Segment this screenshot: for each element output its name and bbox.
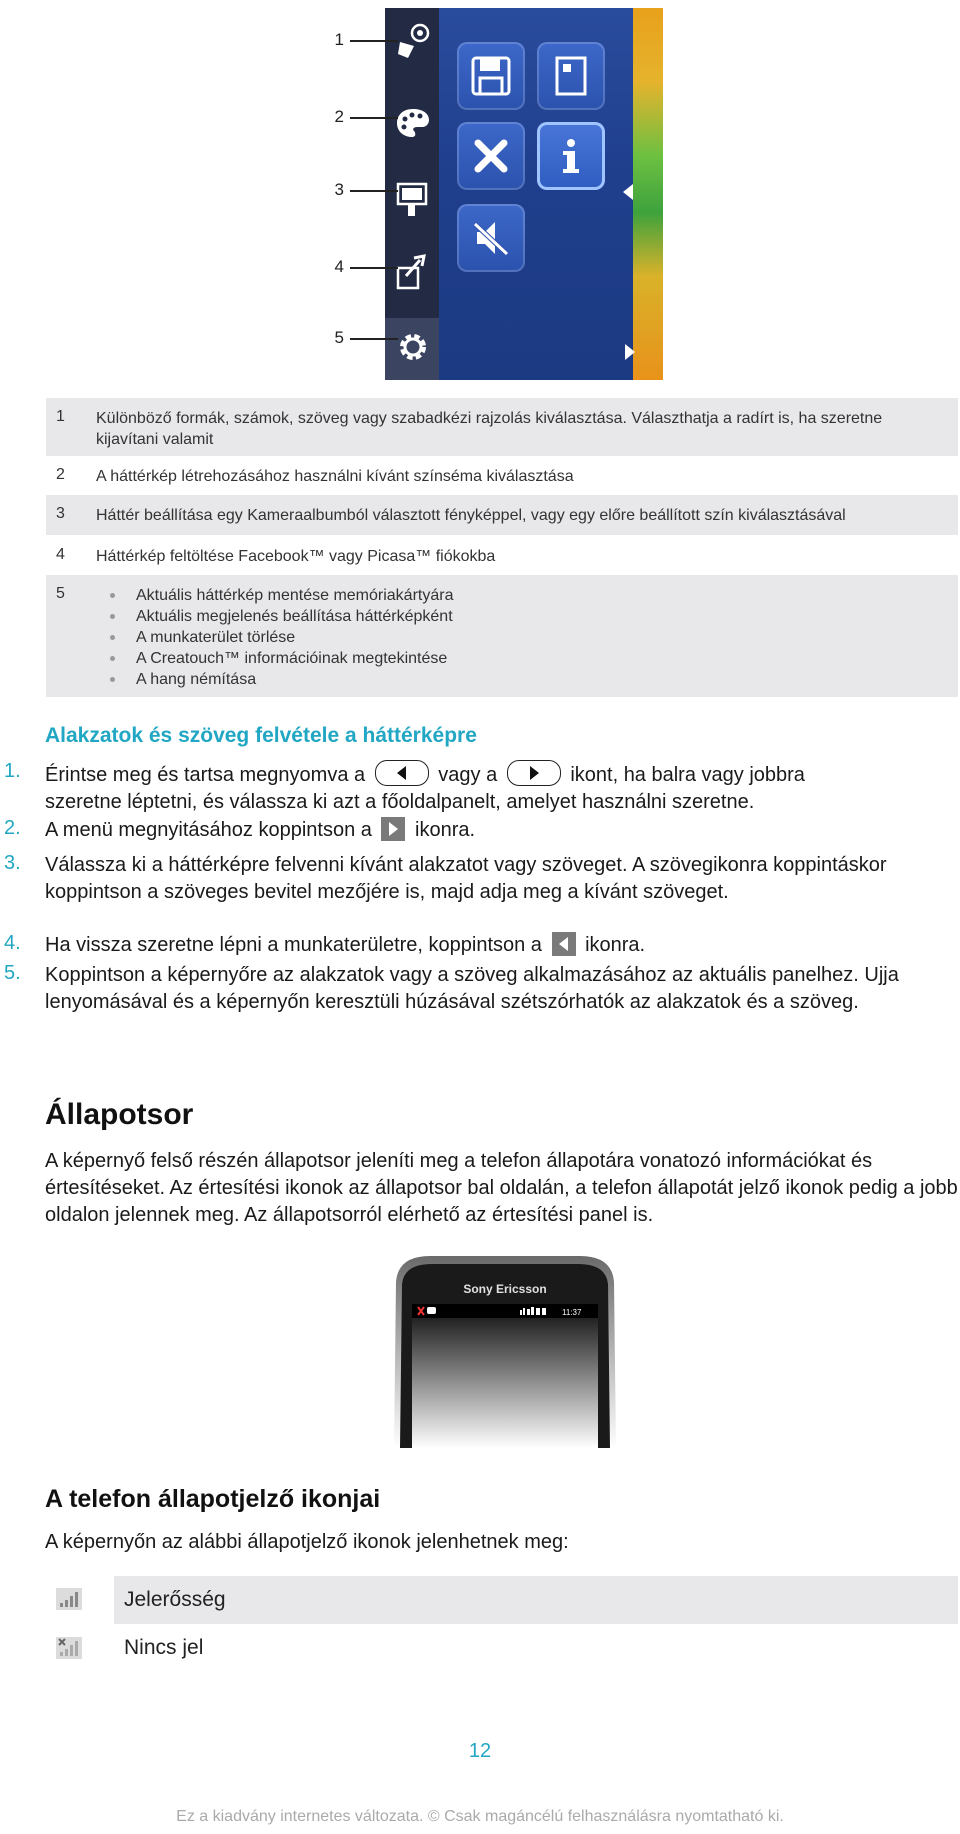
- save-button[interactable]: [457, 42, 525, 110]
- callout-number: 3: [334, 180, 344, 199]
- section-paragraph: A képernyő felső részén állapotsor jeleníti meg a telefon állapotára vonatozó információkat és értesítéseket. Az értesítési ikonok az állapotsor bal oldalán, a telefon állapotát jelző ikonok pedig a jobb oldalon jelennek meg. Az állapotsorról elérhető az értesítési panel is.: [45, 1150, 958, 1226]
- step-number: 4.: [4, 932, 21, 954]
- step-text-part: A menü megnyitásához koppintson a: [45, 819, 372, 841]
- status-icon-row: [114, 1624, 958, 1672]
- step-text-part: vagy a: [438, 764, 498, 786]
- callout-line: [350, 190, 398, 192]
- mute-button[interactable]: [457, 204, 525, 272]
- legend-bullet: A Creatouch™ információinak megtekintése: [102, 648, 948, 669]
- callout-number: 2: [334, 107, 344, 126]
- step-number: 3.: [4, 852, 21, 874]
- info-icon: [549, 134, 593, 178]
- legend-bullet: A hang némítása: [102, 669, 948, 690]
- callout-line: [350, 267, 398, 269]
- palette-icon[interactable]: [394, 106, 432, 140]
- step-text-part: ikont, ha balra vagy jobbra: [570, 764, 805, 786]
- app-screenshot: [385, 8, 663, 380]
- right-arrow-icon: [381, 817, 405, 841]
- phone-time: 11:37: [562, 1308, 582, 1317]
- no-signal-icon: [56, 1637, 82, 1659]
- upload-icon[interactable]: [394, 252, 432, 292]
- step-number: 1.: [4, 760, 21, 782]
- legend-bullet-list: [102, 585, 948, 690]
- section-paragraph: A képernyőn az alábbi állapotjelző ikonok jelenhetnek meg:: [45, 1531, 569, 1553]
- step-text: [45, 932, 945, 959]
- background-icon[interactable]: [394, 180, 432, 220]
- callout-number: 4: [334, 257, 344, 276]
- legend-text: Különböző formák, számok, szöveg vagy szabadkézi rajzolás kiválasztása. Választhatja a radírt is, ha szeretne kijavítani valamit: [96, 410, 883, 448]
- section-title: Állapotsor: [45, 1098, 194, 1131]
- background-decoration: [633, 8, 663, 380]
- mute-icon: [469, 216, 513, 260]
- status-icon-label: Nincs jel: [124, 1636, 204, 1659]
- legend-number: 1: [56, 408, 65, 425]
- step-text-part: Ha vissza szeretne lépni a munkaterületre, koppintson a: [45, 934, 542, 956]
- legend-bullet: A munkaterület törlése: [102, 627, 948, 648]
- info-button[interactable]: [537, 122, 605, 190]
- legend-row: [46, 398, 958, 456]
- step-text: Válassza ki a háttérképre felvenni kívánt alakzatot vagy szöveget. A szövegikonra koppintáskor koppintson a szöveges bevitel mezőjére is, majd adja meg a kívánt szöveget.: [45, 854, 887, 903]
- legend-row: [46, 456, 958, 494]
- save-icon: [469, 54, 513, 98]
- callout-number: 5: [334, 328, 344, 347]
- step-number: 5.: [4, 962, 21, 984]
- callout-line: [350, 117, 398, 119]
- panel-right-arrow-icon[interactable]: [625, 344, 635, 360]
- signal-strength-icon: [56, 1588, 82, 1610]
- callout-line: [350, 338, 398, 340]
- left-arrow-icon: [552, 932, 576, 956]
- right-arrow-button-icon: [507, 760, 561, 786]
- phone-illustration: [390, 1252, 620, 1448]
- status-icon-row: [114, 1576, 958, 1624]
- phone-brand: Sony Ericsson: [463, 1282, 547, 1296]
- step-text-part: ikonra.: [415, 819, 476, 841]
- set-wallpaper-icon: [549, 54, 593, 98]
- legend-number: 2: [56, 466, 65, 483]
- step-text: [45, 817, 945, 844]
- step-number: 2.: [4, 817, 21, 839]
- footer-note: Ez a kiadvány internetes változata. © Csak magáncélú felhasználásra nyomtatható ki.: [176, 1808, 784, 1825]
- left-arrow-button-icon: [375, 760, 429, 786]
- legend-bullet: Aktuális háttérkép mentése memóriakártyára: [102, 585, 948, 606]
- legend-row: [46, 536, 958, 574]
- callout-number: 1: [334, 30, 344, 49]
- close-icon: [469, 134, 513, 178]
- status-icon-label: Jelerősség: [124, 1588, 226, 1611]
- legend-text: Háttér beállítása egy Kameraalbumból választott fényképpel, vagy egy előre beállított szín kiválasztásával: [96, 507, 846, 524]
- clear-button[interactable]: [457, 122, 525, 190]
- legend-bullet: Aktuális megjelenés beállítása háttérképként: [102, 606, 948, 627]
- legend-text: Háttérkép feltöltése Facebook™ vagy Picasa™ fiókokba: [96, 548, 496, 565]
- legend-number: 4: [56, 546, 65, 563]
- legend-number: 3: [56, 505, 65, 522]
- panel-left-arrow-icon[interactable]: [623, 184, 633, 200]
- legend-text: A háttérkép létrehozásához használni kívánt színséma kiválasztása: [96, 468, 574, 485]
- section-title: A telefon állapotjelző ikonjai: [45, 1485, 381, 1513]
- step-text-part: Érintse meg és tartsa megnyomva a: [45, 764, 366, 786]
- section-heading: Alakzatok és szöveg felvétele a háttérképre: [45, 724, 477, 747]
- page-number: 12: [468, 1740, 492, 1762]
- legend-number: 5: [56, 585, 65, 602]
- step-text: Koppintson a képernyőre az alakzatok vagy a szöveg alkalmazásához az aktuális panelhez. Ujja lenyomásával és a képernyőn keresztüli húzásával szétszórhatók az alakzatok és a szöveg.: [45, 964, 899, 1013]
- set-wallpaper-button[interactable]: [537, 42, 605, 110]
- legend-row: [46, 575, 958, 697]
- gear-icon[interactable]: [394, 328, 432, 366]
- callout-line: [350, 40, 398, 42]
- shapes-icon[interactable]: [394, 22, 432, 60]
- step-text-part: ikonra.: [585, 934, 646, 956]
- step-text: [45, 760, 945, 816]
- status-icons: [520, 1307, 546, 1315]
- step-text-part: szeretne léptetni, és válassza ki azt a főoldalpanelt, amelyet használni szeretne.: [45, 791, 755, 813]
- legend-row: [46, 495, 958, 535]
